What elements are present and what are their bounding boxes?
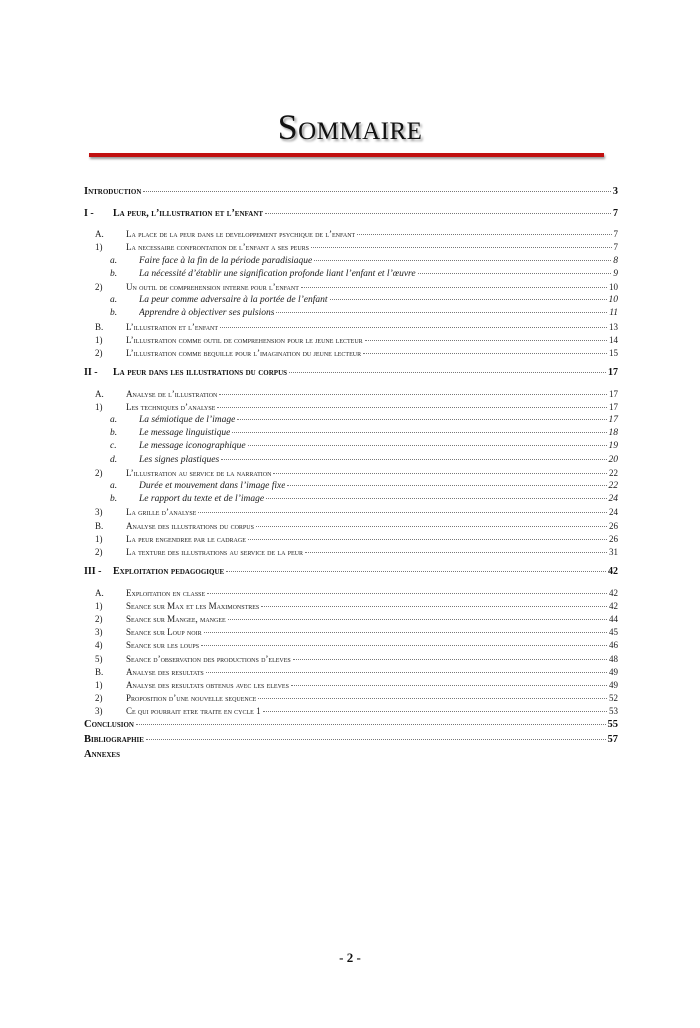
toc-entry[interactable]: [84, 600, 618, 613]
toc-entry-title: Bibliographie: [84, 734, 144, 746]
toc-entry-page: 26: [609, 533, 618, 544]
toc-entry-page: 45: [609, 627, 618, 638]
dot-leader: [330, 299, 607, 300]
toc-entry-number: 2): [95, 347, 103, 358]
toc-entry[interactable]: [84, 414, 618, 427]
dot-leader: [266, 498, 606, 499]
toc-entry-number: III -: [84, 566, 102, 578]
toc-entry-title: Seance d’observation des productions d’eleves: [126, 653, 291, 664]
toc-entry-title: La sémiotique de l’image: [139, 415, 236, 426]
dot-leader: [237, 419, 606, 420]
toc-entry-title: Le rapport du texte et de l’image: [139, 494, 265, 505]
toc-entry-page: 10: [608, 295, 618, 306]
toc-entry-number: 2): [95, 613, 103, 624]
dot-leader: [232, 432, 606, 433]
toc-entry[interactable]: [84, 705, 618, 718]
toc-entry-page: 42: [609, 600, 618, 611]
toc-entry-number: 2): [95, 467, 103, 478]
dot-leader: [265, 213, 611, 214]
toc-entry-title: Conclusion: [84, 719, 134, 731]
toc-entry-number: b.: [110, 428, 118, 439]
toc-entry-number: d.: [110, 454, 118, 465]
toc-entry[interactable]: [84, 533, 618, 546]
dot-leader: [273, 473, 607, 474]
toc-entry[interactable]: [84, 228, 618, 241]
toc-entry-page: 10: [609, 282, 618, 293]
toc-entry[interactable]: [84, 506, 618, 519]
toc-entry-title: Exploitation pedagogique: [113, 566, 225, 578]
dot-leader: [357, 234, 611, 235]
toc-entry-title: L’illustration comme bequille pour l’imagination du jeune lecteur: [126, 347, 362, 358]
toc-entry-number: 2): [95, 282, 103, 293]
toc-entry-page: 31: [609, 546, 618, 557]
toc-entry-title: La peur comme adversaire à la portée de l’enfant: [139, 295, 328, 306]
toc-entry-title: L’illustration au service de la narration: [126, 467, 272, 478]
toc-entry-title: Analyse des resultats obtenus avec les eleves: [126, 679, 289, 690]
toc-entry-number: A.: [95, 229, 104, 240]
toc-entry[interactable]: [84, 268, 618, 281]
toc-entry-page: 3: [612, 186, 618, 197]
dot-leader: [263, 711, 607, 712]
toc-entry-number: a.: [110, 480, 118, 491]
dot-leader: [293, 659, 607, 660]
dot-leader: [221, 459, 606, 460]
toc-entry[interactable]: [84, 241, 618, 254]
toc-entry-number: 1): [95, 401, 103, 412]
toc-entry[interactable]: [84, 255, 618, 268]
dot-leader: [220, 327, 607, 328]
toc-entry[interactable]: [84, 185, 618, 200]
toc-entry-number: 1): [95, 242, 103, 253]
dot-leader: [248, 539, 607, 540]
toc-entry-page: 11: [609, 308, 618, 319]
toc-entry-page: 15: [609, 347, 618, 358]
toc-entry-page: 26: [609, 520, 618, 531]
toc-entry-page: 17: [608, 367, 618, 379]
toc-entry-number: 3): [95, 706, 103, 717]
toc-entry[interactable]: [84, 427, 618, 440]
dot-leader: [248, 445, 607, 446]
toc-entry-title: Seance sur Mangee, mangee: [126, 613, 226, 624]
toc-entry-title: La texture des illustrations au service de la peur: [126, 546, 304, 557]
toc-entry-page: 46: [609, 640, 618, 651]
toc-entry[interactable]: [84, 307, 618, 320]
toc-entry-page: 42: [608, 566, 618, 578]
toc-entry-number: A.: [95, 388, 104, 399]
dot-leader: [136, 724, 606, 725]
toc-entry-page: 7: [613, 242, 618, 253]
toc-entry-title: Durée et mouvement dans l’image fixe: [139, 480, 286, 491]
toc-entry-page: 57: [607, 734, 618, 746]
dot-leader: [276, 312, 607, 313]
toc-entry[interactable]: [84, 440, 618, 453]
toc-entry-number: 4): [95, 640, 103, 651]
toc-entry-title: Un outil de comprehension interne pour l’enfant: [126, 282, 299, 293]
toc-entry-title: L’illustration comme outil de comprehension pour le jeune lecteur: [126, 334, 363, 345]
toc-entry-title: La nécessité d’établir une signification profonde liant l’enfant et l’œuvre: [139, 268, 416, 279]
toc-entry-number: 2): [95, 546, 103, 557]
toc-entry[interactable]: [84, 294, 618, 307]
toc-entry[interactable]: [84, 692, 618, 705]
dot-leader: [206, 672, 607, 673]
toc-entry[interactable]: [84, 281, 618, 294]
toc-entry-title: La peur, l’illustration et l’enfant: [113, 207, 264, 219]
dot-leader: [289, 372, 606, 373]
toc-entry[interactable]: [84, 679, 618, 692]
toc-entry[interactable]: [84, 639, 618, 652]
dot-leader: [311, 247, 612, 248]
dot-leader: [256, 526, 607, 527]
dot-leader: [314, 260, 611, 261]
toc-entry-page: 48: [609, 653, 618, 664]
page-title: Sommaire: [277, 107, 423, 147]
toc-entry-title: Seance sur Loup noir: [126, 627, 202, 638]
toc-entry-title: Annexes: [84, 749, 120, 761]
dot-leader: [287, 485, 606, 486]
toc-entry-page: 42: [609, 587, 618, 598]
toc-entry-title: La place de la peur dans le developpement psychique de l’enfant: [126, 229, 356, 240]
toc-entry-number: a.: [110, 295, 118, 306]
toc-entry[interactable]: [84, 334, 618, 347]
toc-entry-page: 17: [609, 388, 618, 399]
toc-entry-title: Proposition d’une nouvelle sequence: [126, 693, 257, 704]
toc-entry-page: 8: [613, 255, 618, 266]
toc-entry-page: 20: [608, 454, 618, 465]
toc-entry-number: b.: [110, 494, 118, 505]
toc-entry-page: 52: [609, 693, 618, 704]
toc-entry[interactable]: [84, 748, 618, 763]
dot-leader: [217, 407, 607, 408]
toc-entry-page: 44: [609, 613, 618, 624]
toc-entry-title: Faire face à la fin de la période paradisiaque: [139, 255, 313, 266]
toc-entry-page: 13: [609, 321, 618, 332]
toc-entry-title: Analyse des resultats: [126, 666, 204, 677]
dot-leader: [146, 739, 606, 740]
dot-leader: [301, 287, 607, 288]
toc-entry-number: 1): [95, 334, 103, 345]
dot-leader: [198, 512, 607, 513]
toc-entry-number: b.: [110, 268, 118, 279]
toc-entry[interactable]: [84, 454, 618, 467]
toc-entry-title: La peur engendree par le cadrage: [126, 533, 246, 544]
toc-entry-title: Le message iconographique: [139, 441, 246, 452]
toc-entry-page: 7: [613, 229, 618, 240]
toc-entry[interactable]: [84, 206, 618, 222]
toc-entry-page: 22: [608, 480, 618, 491]
toc-entry-number: 3): [95, 627, 103, 638]
toc-entry-page: 53: [609, 706, 618, 717]
toc-entry-title: Les techniques d’analyse: [126, 401, 216, 412]
toc-entry[interactable]: [84, 365, 618, 381]
dot-leader: [201, 645, 607, 646]
toc-entry-number: I -: [84, 207, 94, 219]
toc-entry[interactable]: [84, 480, 618, 493]
toc-entry-title: La necessaire confrontation de l’enfant a ses peurs: [126, 242, 309, 253]
toc-entry-page: 18: [608, 428, 618, 439]
toc-entry-page: 55: [607, 719, 618, 731]
toc-entry[interactable]: [84, 626, 618, 639]
toc-entry[interactable]: [84, 467, 618, 480]
toc-entry-number: A.: [95, 587, 104, 598]
toc-entry-title: La grille d’analyse: [126, 507, 197, 518]
toc-entry-page: 49: [609, 679, 618, 690]
toc-entry[interactable]: [84, 733, 618, 748]
toc-entry-page: 9: [613, 268, 618, 279]
toc-entry-number: 5): [95, 653, 103, 664]
toc-entry-title: Apprendre à objectiver ses pulsions: [139, 308, 275, 319]
dot-leader: [261, 606, 607, 607]
dot-leader: [365, 340, 607, 341]
toc-entry[interactable]: [84, 666, 618, 679]
title-underline: [89, 153, 604, 157]
dot-leader: [219, 394, 607, 395]
toc-entry-page: 19: [608, 441, 618, 452]
toc-entry[interactable]: [84, 520, 618, 533]
toc-entry[interactable]: [84, 321, 618, 334]
toc-entry-number: 3): [95, 507, 103, 518]
dot-leader: [228, 619, 607, 620]
toc-entry[interactable]: [84, 388, 618, 401]
toc-entry-title: Le message linguistique: [139, 428, 231, 439]
toc-entry-title: Seance sur les loups: [126, 640, 200, 651]
toc-entry-title: Seance sur Max et les Maximonstres: [126, 600, 260, 611]
toc-entry-title: L’illustration et l’enfant: [126, 321, 219, 332]
toc-entry[interactable]: [84, 653, 618, 666]
toc-entry-title: Analyse de l’illustration: [126, 388, 218, 399]
toc-entry-page: 22: [609, 467, 618, 478]
dot-leader: [291, 685, 607, 686]
toc-entry[interactable]: [84, 718, 618, 733]
toc-entry[interactable]: [84, 546, 618, 559]
toc-entry-page: 7: [613, 207, 618, 219]
dot-leader: [226, 571, 606, 572]
dot-leader: [305, 552, 607, 553]
toc-entry-page: 49: [609, 666, 618, 677]
toc-entry-number: 2): [95, 693, 103, 704]
dot-leader: [418, 273, 612, 274]
toc-entry[interactable]: [84, 613, 618, 626]
page-number: - 2 -: [339, 950, 361, 965]
dot-leader: [207, 593, 607, 594]
toc-entry-page: 24: [609, 507, 618, 518]
toc-entry-number: II -: [84, 367, 98, 379]
dot-leader: [363, 353, 607, 354]
toc-entry-page: 17: [609, 401, 618, 412]
toc-entry-number: 1): [95, 679, 103, 690]
toc-entry[interactable]: [84, 401, 618, 414]
toc-entry-number: 1): [95, 600, 103, 611]
toc-entry-number: a.: [110, 415, 118, 426]
toc-entry-number: b.: [110, 308, 118, 319]
dot-leader: [204, 632, 607, 633]
toc-entry-title: Les signes plastiques: [139, 454, 220, 465]
toc-entry-page: 17: [608, 415, 618, 426]
toc-entry[interactable]: [84, 493, 618, 506]
toc-entry-title: Ce qui pourrait etre traite en cycle 1: [126, 706, 261, 717]
dot-leader: [258, 698, 607, 699]
toc-entry[interactable]: [84, 564, 618, 580]
toc-entry-number: 1): [95, 533, 103, 544]
toc-entry-number: B.: [95, 520, 104, 531]
toc-entry-page: 24: [608, 494, 618, 505]
toc-entry-number: B.: [95, 321, 104, 332]
toc-entry-number: a.: [110, 255, 118, 266]
toc-entry-title: La peur dans les illustrations du corpus: [113, 367, 288, 379]
toc-entry-page: 14: [609, 334, 618, 345]
toc-entry-title: Exploitation en classe: [126, 587, 206, 598]
toc-entry-title: Introduction: [84, 186, 142, 197]
table-of-contents: [84, 185, 618, 763]
toc-entry-number: c.: [110, 441, 117, 452]
toc-entry-number: B.: [95, 666, 104, 677]
toc-entry-title: Analyse des illustrations du corpus: [126, 520, 254, 531]
dot-leader: [143, 191, 610, 192]
toc-entry[interactable]: [84, 587, 618, 600]
toc-entry[interactable]: [84, 347, 618, 360]
